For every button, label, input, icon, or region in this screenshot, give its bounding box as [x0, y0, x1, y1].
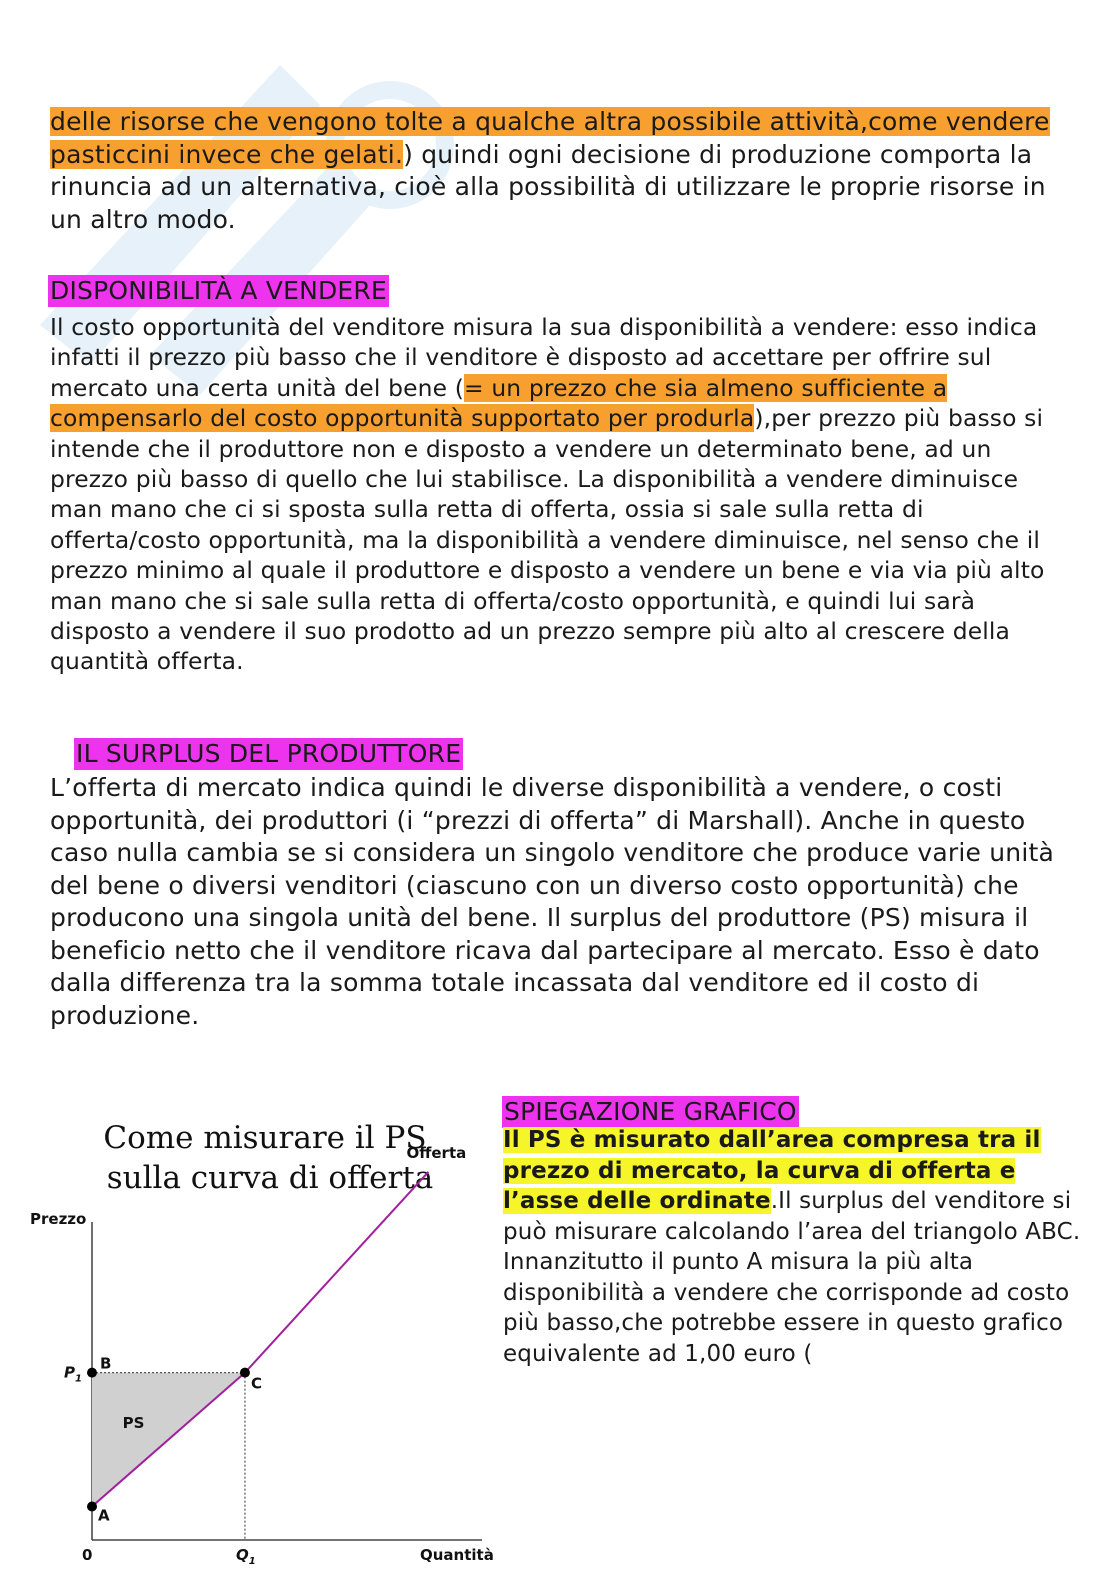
- heading-disponibilita: DISPONIBILITÀ A VENDERE: [50, 276, 387, 305]
- disponibilita-text-after: ),per prezzo più basso si intende che il produttore non e disposto a vendere un determinato bene, ad un prezzo più basso di quello che lui stabilisce. La disponibilità a vendere diminuisce man mano che ci si sposta sulla retta di offerta, ossia si sale sulla retta di offerta/costo opportunità, ma la disponibilità a vendere diminuisce, nel senso che il prezzo minimo al quale il produttore e disposto a vendere un bene e via via più alto man mano che si sale sulla retta di offerta/costo opportunità, e quindi lui sarà disposto a vendere il suo prodotto ad un prezzo sempre più alto al crescere della quantità offerta.: [50, 404, 1045, 676]
- q1-subscript: 1: [248, 1556, 256, 1567]
- point-b: [87, 1368, 97, 1378]
- q1-letter: Q: [235, 1546, 249, 1564]
- chart-title-line1: Come misurare il PS: [103, 1120, 427, 1156]
- spiegazione-paragraph: [503, 1125, 1083, 1369]
- ps-chart: [20, 1110, 500, 1570]
- supply-curve-label: Offerta: [406, 1143, 467, 1162]
- y-axis-label: Prezzo: [30, 1210, 87, 1228]
- spiegazione-highlight: Il PS è misurato dall’area compresa tra il prezzo di mercato, la curva di offerta e l’asse delle ordinate: [503, 1127, 1041, 1214]
- intro-rest: ) quindi ogni decisione di produzione comporta la rinuncia ad un alternativa, cioè alla possibilità di utilizzare le proprie risorse in un altro modo.: [50, 139, 1046, 234]
- point-label-b: B: [100, 1354, 112, 1373]
- origin-label: 0: [82, 1546, 93, 1564]
- surplus-paragraph: L’offerta di mercato indica quindi le diverse disponibilità a vendere, o costi opportunità, dei produttori (i “prezzi di offerta” di Marshall). Anche in questo caso nulla cambia se si considera un singolo venditore che produce varie unità del bene o diversi venditori (ciascuno con un diverso costo opportunità) che producono una singola unità del bene. Il surplus del produttore (PS) misura il beneficio netto che il venditore ricava dal partecipare al mercato. Esso è dato dalla differenza tra la somma totale incassata dal venditore ed il costo di produzione.: [50, 773, 1055, 1030]
- ps-area-label: PS: [122, 1413, 145, 1432]
- p1-letter: P: [64, 1363, 75, 1382]
- chart-title-line2: sulla curva di offerta: [106, 1160, 434, 1196]
- point-c: [240, 1368, 250, 1378]
- intro-paragraph: [50, 106, 1070, 236]
- disponibilita-highlight: = un prezzo che sia almeno sufficiente a compensarlo del costo opportunità supportato per produrla: [50, 373, 948, 433]
- disponibilita-paragraph: [50, 312, 1070, 677]
- intro-highlight: delle risorse che vengono tolte a qualche altra possibile attività,come vendere pasticcini invece che gelati.: [50, 107, 1050, 169]
- disponibilita-text-before: Il costo opportunità del venditore misura la sua disponibilità a vendere: esso indica infatti il prezzo più basso che il venditore è disposto ad accettare per offrire sul mercato una certa unità del bene (: [50, 313, 1038, 402]
- point-label-c: C: [250, 1374, 262, 1393]
- point-label-a: A: [98, 1506, 110, 1525]
- heading-spiegazione: SPIEGAZIONE GRAFICO: [504, 1097, 797, 1126]
- x-axis-label: Quantità: [420, 1546, 494, 1564]
- heading-surplus: IL SURPLUS DEL PRODUTTORE: [76, 739, 462, 768]
- spiegazione-text: .Il surplus del venditore si può misurare calcolando l’area del triangolo ABC. Innanzitutto il punto A misura la più alta disponibilità a vendere che corrisponde ad costo più basso,che potrebbe essere in questo grafico equivalente ad 1,00 euro (: [503, 1188, 1081, 1367]
- q1-tick-label: [236, 1546, 256, 1567]
- p1-subscript: 1: [75, 1373, 82, 1385]
- point-a: [87, 1502, 97, 1512]
- p1-tick-label: [64, 1364, 82, 1385]
